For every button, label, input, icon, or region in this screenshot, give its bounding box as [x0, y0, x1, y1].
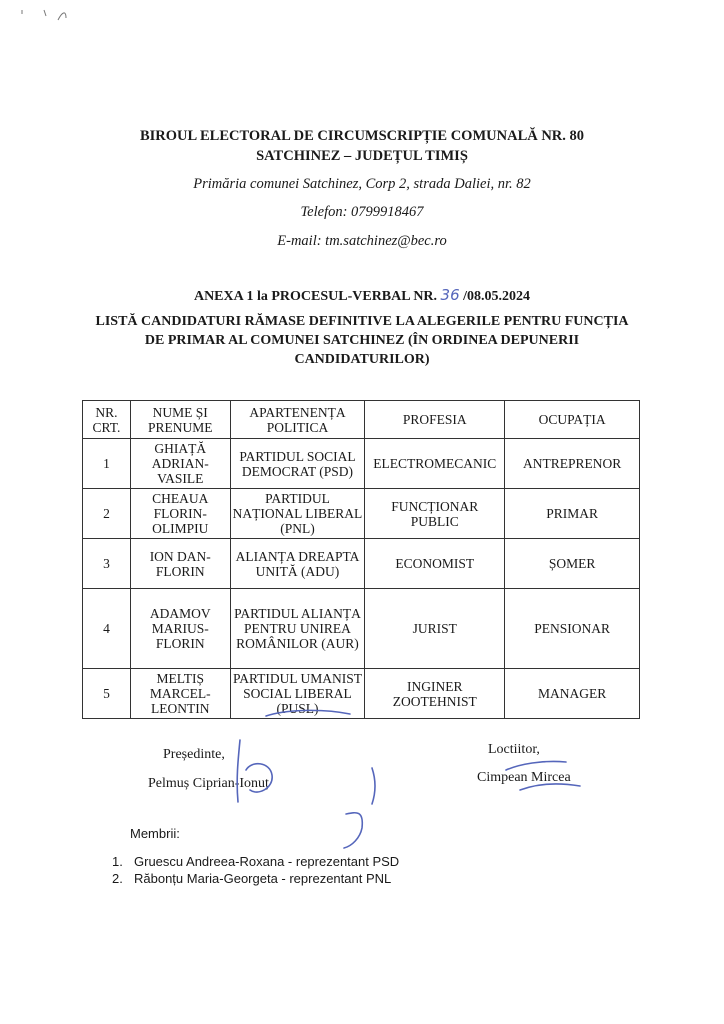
president-signature-stroke: [237, 740, 240, 802]
cell-profession: INGINER ZOOTEHNIST: [365, 669, 505, 719]
cell-party: PARTIDUL SOCIAL DEMOCRAT (PSD): [230, 439, 365, 489]
deputy-signature-flourish: [520, 784, 580, 790]
cell-nr: 4: [83, 589, 131, 669]
member-text: Răbonțu Maria-Georgeta - reprezentant PNL: [134, 871, 392, 886]
header-occupation: OCUPAȚIA: [505, 401, 640, 439]
members-list: [112, 853, 399, 887]
cell-party: PARTIDUL NAȚIONAL LIBERAL (PNL): [230, 489, 365, 539]
cell-name: ION DAN-FLORIN: [130, 539, 230, 589]
members-title: Membrii:: [130, 826, 180, 841]
office-email: E-mail: tm.satchinez@bec.ro: [277, 233, 447, 249]
president-signature-loop: [246, 764, 272, 792]
header-nr: NR. CRT.: [83, 401, 131, 439]
president-name: Pelmuș Ciprian-Ionuț: [148, 776, 269, 791]
cell-profession: ECONOMIST: [365, 539, 505, 589]
president-title: Președinte,: [163, 747, 225, 762]
office-phone: Telefon: 0799918467: [300, 204, 424, 220]
cell-occupation: ȘOMER: [505, 539, 640, 589]
cell-profession: JURIST: [365, 589, 505, 669]
cell-occupation: MANAGER: [505, 669, 640, 719]
cell-party: PARTIDUL ALIANȚA PENTRU UNIREA ROMÂNILOR (AUR): [230, 589, 365, 669]
member-text: Gruescu Andreea-Roxana - reprezentant PSD: [134, 854, 400, 869]
list-title-line2: DE PRIMAR AL COMUNEI SATCHINEZ (ÎN ORDINEA DEPUNERII: [144, 333, 580, 348]
corner-marks: [22, 10, 66, 20]
cell-name: ADAMOV MARIUS-FLORIN: [130, 589, 230, 669]
cell-nr: 5: [83, 669, 131, 719]
cell-name: GHIAȚĂ ADRIAN-VASILE: [130, 439, 230, 489]
list-item: [112, 853, 399, 870]
cell-nr: 3: [83, 539, 131, 589]
cell-name: MELTIȘ MARCEL-LEONTIN: [130, 669, 230, 719]
cell-occupation: ANTREPRENOR: [505, 439, 640, 489]
office-title-line1: BIROUL ELECTORAL DE CIRCUMSCRIPȚIE COMUNALĂ NR. 80: [139, 128, 585, 144]
anexa-suffix: /08.05.2024: [459, 289, 531, 304]
cell-party: PARTIDUL UMANIST SOCIAL LIBERAL (PUSL): [230, 669, 365, 719]
deputy-signature-stroke: [506, 761, 566, 770]
handwritten-number: 36: [440, 286, 460, 304]
anexa-prefix: ANEXA 1 la PROCESUL-VERBAL NR.: [193, 289, 441, 304]
cell-occupation: PRIMAR: [505, 489, 640, 539]
deputy-name: Cimpean Mircea: [477, 770, 571, 785]
office-address: Primăria comunei Satchinez, Corp 2, strada Daliei, nr. 82: [193, 176, 531, 192]
member-number: 2.: [112, 871, 123, 886]
cell-name: CHEAUA FLORIN-OLIMPIU: [130, 489, 230, 539]
cell-nr: 2: [83, 489, 131, 539]
header-party: APARTENENȚA POLITICA: [230, 401, 365, 439]
header-name: NUME ȘI PRENUME: [130, 401, 230, 439]
cell-nr: 1: [83, 439, 131, 489]
deputy-title: Loctiitor,: [488, 742, 540, 757]
list-item: [112, 870, 399, 887]
header-profession: PROFESIA: [365, 401, 505, 439]
table-stamp-stroke: [266, 710, 350, 716]
cell-profession: ELECTROMECANIC: [365, 439, 505, 489]
cell-occupation: PENSIONAR: [505, 589, 640, 669]
list-title-line1: LISTĂ CANDIDATURI RĂMASE DEFINITIVE LA ALEGERILE PENTRU FUNCȚIA: [95, 314, 629, 329]
member-number: 1.: [112, 854, 123, 869]
cell-profession: FUNCȚIONAR PUBLIC: [365, 489, 505, 539]
office-title-line2: SATCHINEZ – JUDEȚUL TIMIȘ: [256, 148, 468, 164]
member-signature-mark: [344, 813, 362, 848]
list-title-line3: CANDIDATURILOR): [294, 352, 430, 367]
cell-party: ALIANȚA DREAPTA UNITĂ (ADU): [230, 539, 365, 589]
president-signature-mark: [372, 768, 375, 804]
